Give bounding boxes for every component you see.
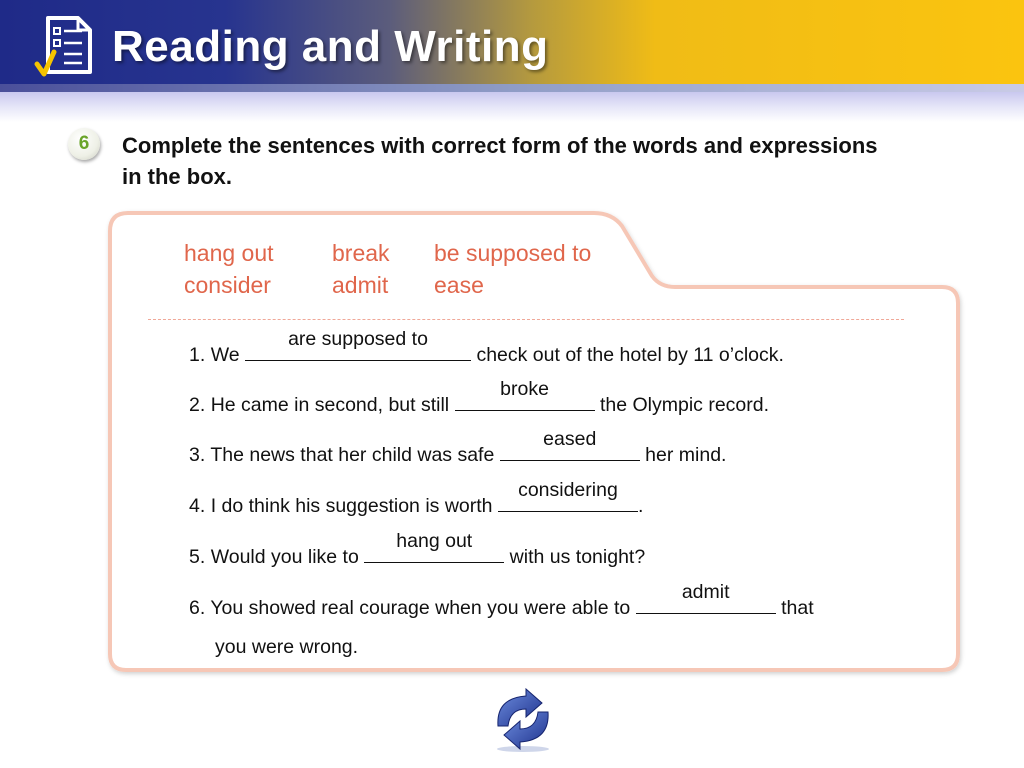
answer-blank bbox=[636, 581, 776, 614]
answer-blank bbox=[364, 530, 504, 563]
answer-text: admit bbox=[681, 581, 730, 603]
sentence-number: 3. bbox=[189, 444, 206, 466]
sentence-2 bbox=[189, 378, 770, 417]
sentence-text-after: check out of the hotel by 11 o’clock. bbox=[476, 344, 784, 366]
sentence-number: 5. bbox=[189, 546, 206, 568]
answer-blank bbox=[498, 479, 638, 512]
sentence-text-before: The news that her child was safe bbox=[210, 444, 495, 466]
page-title: Reading and Writing bbox=[112, 22, 549, 71]
sentence-6 bbox=[189, 581, 814, 620]
sentence-text-after: her mind. bbox=[645, 444, 727, 466]
word-bank-item: hang out bbox=[184, 240, 274, 266]
word-bank-item: admit bbox=[332, 272, 389, 298]
answer-text: broke bbox=[500, 378, 549, 400]
sentence-text-after: that bbox=[781, 597, 814, 619]
word-bank-item: ease bbox=[434, 272, 484, 298]
answer-blank bbox=[500, 428, 640, 461]
answer-blank bbox=[245, 328, 471, 361]
exercise-instruction: Complete the sentences with correct form of the words and expressions in the box. bbox=[122, 133, 878, 189]
answer-text: eased bbox=[543, 428, 597, 450]
refresh-arrows-icon[interactable] bbox=[486, 688, 560, 754]
sentence-3 bbox=[189, 428, 727, 467]
sentence-number: 2. bbox=[189, 394, 206, 416]
word-bank-item: break bbox=[332, 240, 390, 266]
sentence-6-continuation: you were wrong. bbox=[215, 636, 359, 658]
sentence-1 bbox=[189, 328, 784, 367]
sentence-5 bbox=[189, 530, 646, 569]
word-bank-item: be supposed to bbox=[434, 240, 592, 266]
answer-text: are supposed to bbox=[288, 328, 428, 350]
dashed-divider bbox=[148, 319, 904, 320]
sentence-number: 6. bbox=[189, 597, 206, 619]
sentence-text-after: with us tonight? bbox=[509, 546, 646, 568]
answer-text: hang out bbox=[396, 530, 473, 552]
sentence-text-after: . bbox=[637, 495, 644, 517]
sentence-number: 1. bbox=[189, 344, 206, 366]
sentence-text-after: the Olympic record. bbox=[599, 394, 770, 416]
sentence-4 bbox=[189, 479, 644, 518]
sentence-text-before: I do think his suggestion is worth bbox=[210, 495, 493, 517]
word-bank-item: consider bbox=[184, 272, 271, 298]
sentence-text-before: We bbox=[210, 344, 240, 366]
answer-text: considering bbox=[518, 479, 618, 501]
sentence-text-before: Would you like to bbox=[210, 546, 359, 568]
answer-blank bbox=[455, 378, 595, 411]
sentence-number: 4. bbox=[189, 495, 206, 517]
sentence-text-before: He came in second, but still bbox=[210, 394, 450, 416]
exercise-number-badge: 6 bbox=[68, 128, 100, 160]
sentence-text-before: You showed real courage when you were able to bbox=[210, 597, 631, 619]
